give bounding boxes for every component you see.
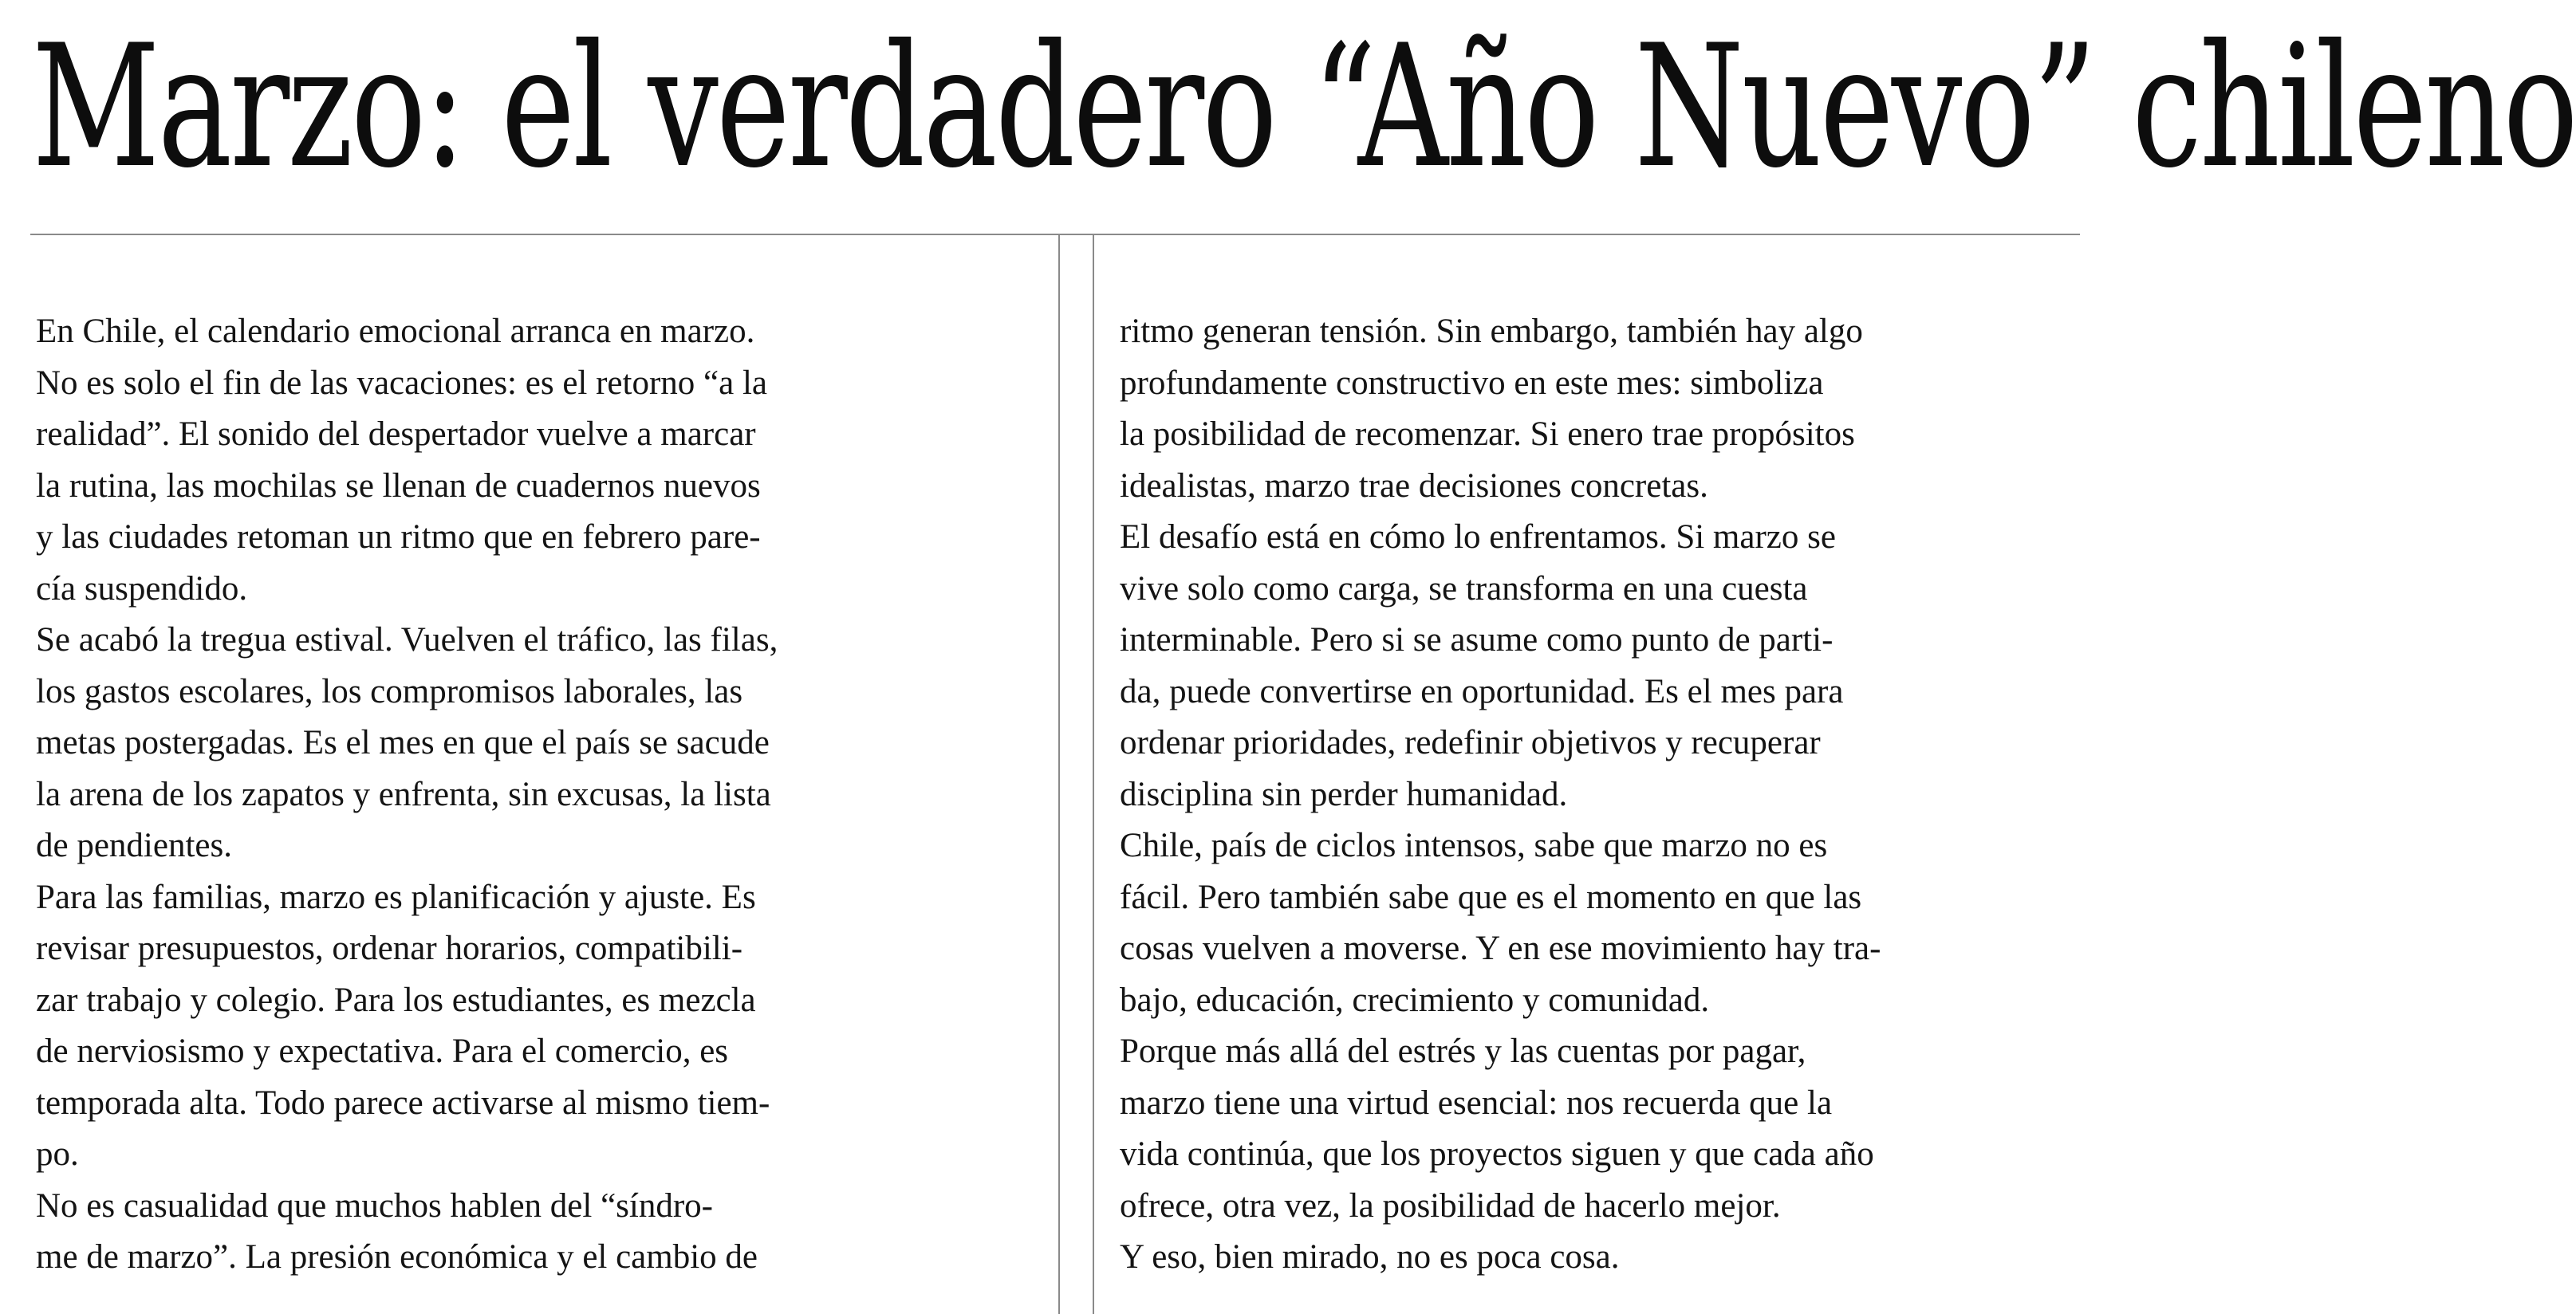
text-line: zar trabajo y colegio. Para los estudiantes, es mezcla — [36, 981, 756, 1019]
text-line: realidad”. El sonido del despertador vuelve a marcar — [36, 415, 756, 453]
text-line: cosas vuelven a moverse. Y en ese movimiento hay tra- — [1120, 930, 1881, 967]
text-line: Chile, país de ciclos intensos, sabe que marzo no es — [1120, 827, 1828, 864]
text-line: y las ciudades retoman un ritmo que en febrero pare- — [36, 518, 761, 556]
text-line: ritmo generan tensión. Sin embargo, también hay algo — [1120, 313, 1863, 350]
text-line: interminable. Pero si se asume como punto de parti- — [1120, 621, 1834, 659]
text-line: temporada alta. Todo parece activarse al mismo tiem- — [36, 1084, 770, 1122]
text-line: cía suspendido. — [36, 569, 248, 608]
text-line: Para las familias, marzo es planificación y ajuste. Es — [36, 878, 756, 916]
article-column-left — [36, 306, 1025, 1284]
text-line: bajo, educación, crecimiento y comunidad. — [1120, 981, 1710, 1019]
text-line: los gastos escolares, los compromisos laborales, las — [36, 672, 743, 710]
text-line: Se acabó la tregua estival. Vuelven el tráfico, las filas, — [36, 621, 778, 659]
text-line: Porque más allá del estrés y las cuentas por pagar, — [1120, 1033, 1806, 1070]
text-line: disciplina sin perder humanidad. — [1120, 775, 1568, 813]
text-line: ofrece, otra vez, la posibilidad de hacerlo mejor. — [1120, 1186, 1781, 1225]
text-line: Y eso, bien mirado, no es poca cosa. — [1120, 1238, 1620, 1276]
text-line: la rutina, las mochilas se llenan de cuadernos nuevos — [36, 466, 761, 505]
text-line: vida continúa, que los proyectos siguen y que cada año — [1120, 1135, 1874, 1173]
text-line: vive solo como carga, se transforma en una cuesta — [1120, 569, 1808, 608]
text-line: En Chile, el calendario emocional arranca en marzo. — [36, 313, 755, 350]
text-line: No es solo el fin de las vacaciones: es el retorno “a la — [36, 364, 767, 402]
text-line: No es casualidad que muchos hablen del “síndro- — [36, 1186, 713, 1225]
text-line: idealistas, marzo trae decisiones concretas. — [1120, 466, 1708, 505]
article-column-right — [1120, 306, 2077, 1284]
text-line: de pendientes. — [36, 827, 232, 864]
text-line: ordenar prioridades, redefinir objetivos y recuperar — [1120, 724, 1821, 761]
text-line: de nerviosismo y expectativa. Para el comercio, es — [36, 1033, 729, 1070]
column-divider-right — [1093, 235, 1094, 1314]
text-line: El desafío está en cómo lo enfrentamos. Si marzo se — [1120, 518, 1836, 556]
column-divider-left — [1058, 235, 1060, 1314]
text-line: fácil. Pero también sabe que es el momento en que las — [1120, 878, 1862, 916]
headline-divider — [30, 234, 2080, 235]
text-line: me de marzo”. La presión económica y el cambio de — [36, 1238, 758, 1276]
text-line: revisar presupuestos, ordenar horarios, compatibili- — [36, 930, 743, 967]
text-line: la posibilidad de recomenzar. Si enero trae propósitos — [1120, 415, 1855, 453]
text-line: da, puede convertirse en oportunidad. Es el mes para — [1120, 672, 1844, 710]
text-line: marzo tiene una virtud esencial: nos recuerda que la — [1120, 1084, 1833, 1122]
text-line: profundamente constructivo en este mes: simboliza — [1120, 364, 1824, 402]
text-line: metas postergadas. Es el mes en que el país se sacude — [36, 724, 770, 761]
text-line: po. — [36, 1135, 79, 1173]
article-headline: Marzo: el verdadero “Año Nuevo” chileno — [32, 8, 2576, 205]
text-line: la arena de los zapatos y enfrenta, sin excusas, la lista — [36, 775, 771, 813]
